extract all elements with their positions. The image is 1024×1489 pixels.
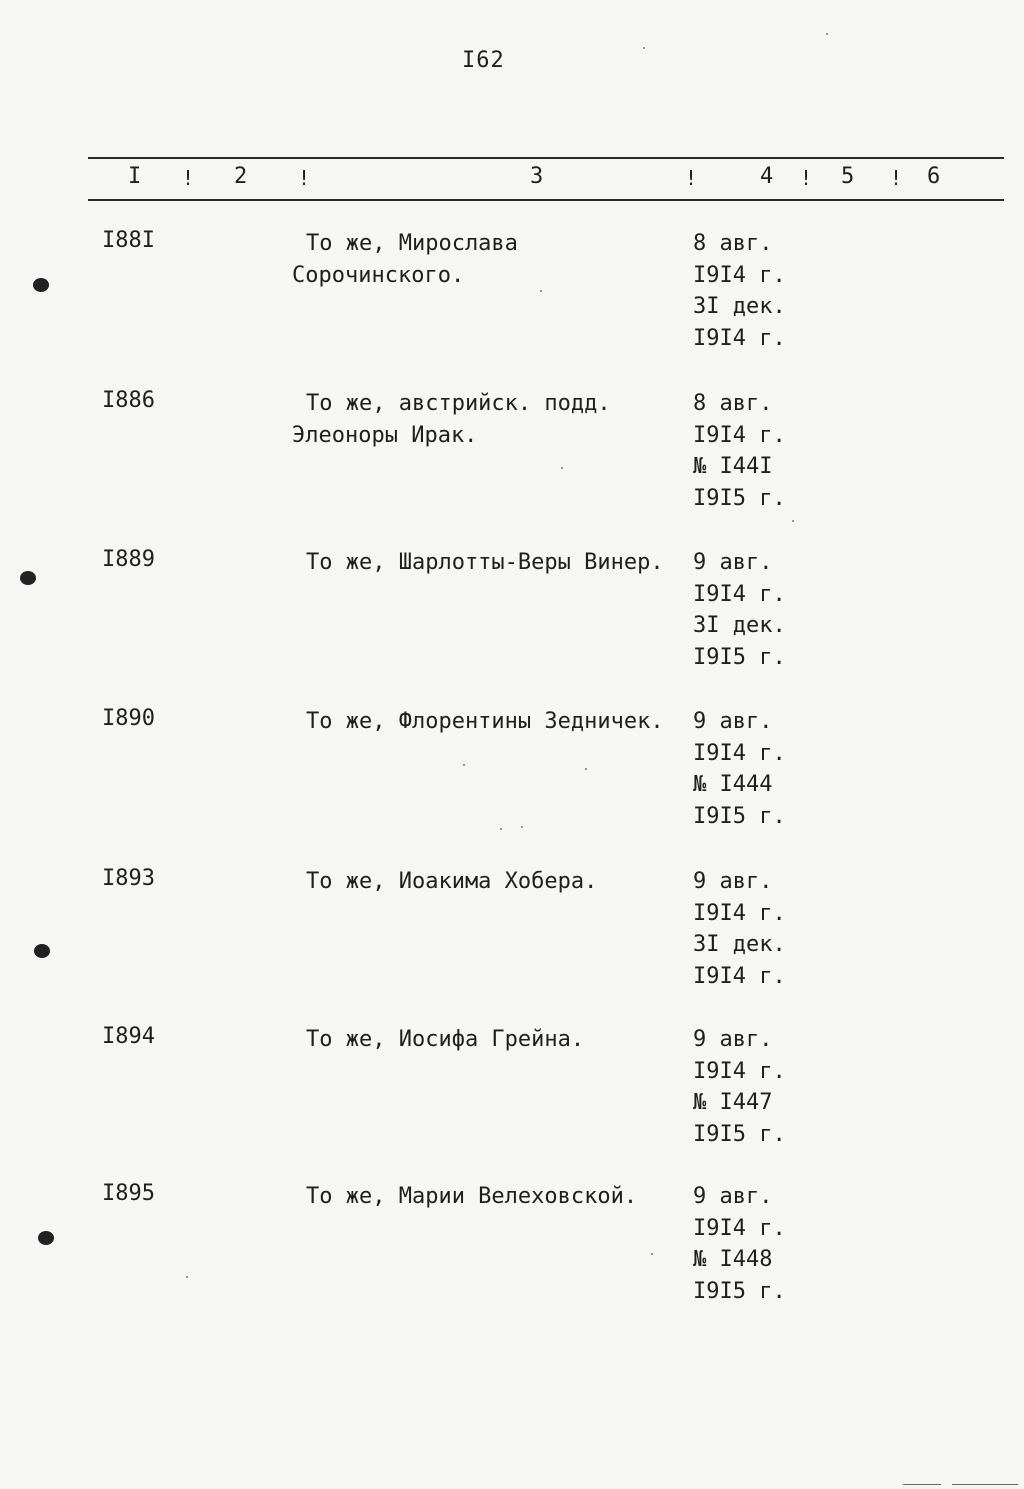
row-dates [693,547,786,674]
header-separator: ! [298,166,311,190]
header-separator: ! [890,166,903,190]
date-line: I9I4 г. [693,262,786,288]
scan-speck [186,1276,188,1278]
row-id: I889 [102,547,155,572]
footer-rule [952,1484,1018,1485]
scan-speck [585,768,587,770]
date-line: 9 авг. [693,869,773,894]
date-line: I9I4 г. [693,964,786,990]
punch-hole [33,278,49,292]
header-col-3: 3 [530,164,544,189]
row-dates [693,388,786,515]
scan-speck [500,828,502,830]
header-col-1: I [128,164,142,189]
date-line: I9I5 г. [693,486,786,512]
date-line: I9I5 г. [693,1122,786,1148]
scan-speck [643,47,645,49]
date-line: 8 авг. [693,391,773,416]
scan-speck [540,290,542,292]
header-separator: ! [800,166,813,190]
date-line: I9I5 г. [693,804,786,830]
table-row [0,388,1024,538]
date-line: I9I4 г. [693,900,786,926]
date-line: 3I дек. [693,294,786,320]
punch-hole [20,571,36,585]
date-line: 3I дек. [693,613,786,639]
date-line: I9I4 г. [693,422,786,448]
date-line: № I447 [693,1090,773,1116]
date-line: I9I4 г. [693,326,786,352]
table-header-rule [88,199,1004,201]
date-line: I9I4 г. [693,581,786,607]
date-line: 9 авг. [693,709,773,734]
row-id: I886 [102,388,155,413]
row-description: То же, Марии Велеховской. [306,1184,638,1209]
table-row [0,228,1024,378]
table-row [0,547,1024,697]
scan-speck [826,33,828,35]
row-dates [693,228,786,355]
table-row [0,866,1024,1016]
scan-speck [463,764,465,766]
header-col-5: 5 [841,164,855,189]
row-id: I890 [102,706,155,731]
date-line: I9I4 г. [693,1058,786,1084]
table-row [0,706,1024,856]
date-line: 9 авг. [693,1184,773,1209]
date-line: 3I дек. [693,932,786,958]
row-description: То же, австрийск. подд. Элеоноры Ирак. [292,391,611,448]
page-number: I62 [462,48,505,73]
row-id: I88I [102,228,155,253]
row-dates [693,706,786,833]
scan-speck [521,826,523,828]
header-separator: ! [685,166,698,190]
table-top-rule [88,157,1004,159]
scan-speck [792,520,794,522]
date-line: I9I5 г. [693,645,786,671]
table-row [0,1181,1024,1331]
header-col-2: 2 [234,164,248,189]
date-line: 9 авг. [693,550,773,575]
scan-speck [561,467,563,469]
footer-rule [903,1484,941,1485]
header-col-6: 6 [927,164,941,189]
scan-speck [651,1253,653,1255]
header-separator: ! [182,166,195,190]
date-line: № I44I [693,454,773,480]
table-row [0,1024,1024,1174]
row-description: То же, Мирослава Сорочинского. [292,231,518,288]
date-line: № I448 [693,1247,773,1273]
row-description: То же, Флорентины Зедничек. [306,709,664,734]
row-id: I894 [102,1024,155,1049]
date-line: 9 авг. [693,1027,773,1052]
punch-hole [38,1231,54,1245]
row-id: I895 [102,1181,155,1206]
row-id: I893 [102,866,155,891]
header-col-4: 4 [760,164,774,189]
row-dates [693,866,786,993]
row-dates [693,1024,786,1151]
date-line: I9I4 г. [693,740,786,766]
date-line: I9I4 г. [693,1215,786,1241]
date-line: 8 авг. [693,231,773,256]
punch-hole [34,944,50,958]
row-description: То же, Шарлотты-Веры Винер. [306,550,664,575]
date-line: I9I5 г. [693,1279,786,1305]
row-description: То же, Иоакима Хобера. [306,869,598,894]
row-dates [693,1181,786,1308]
date-line: № I444 [693,772,773,798]
row-description: То же, Иосифа Грейна. [306,1027,585,1052]
